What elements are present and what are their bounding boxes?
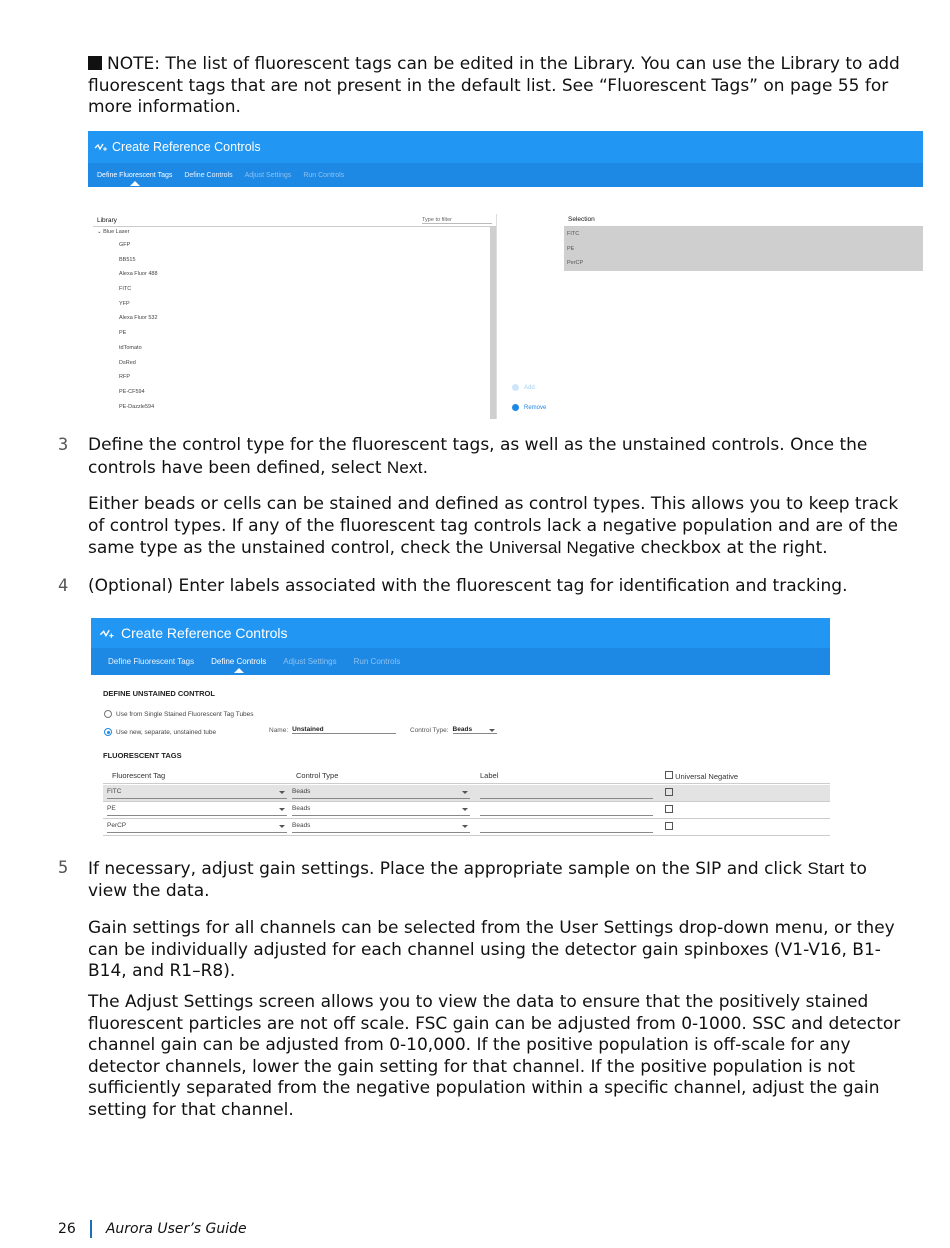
- step-number: 3: [58, 435, 69, 455]
- tags-heading: FLUORESCENT TAGS: [103, 751, 182, 760]
- step3-end: .: [422, 457, 429, 478]
- chevron-down-icon: [489, 729, 495, 732]
- add-button[interactable]: [512, 384, 535, 391]
- column-header: Fluorescent Tag: [112, 771, 166, 780]
- library-item[interactable]: DsRed: [119, 359, 136, 366]
- step5-instruction: [88, 858, 903, 902]
- page-number: 26: [58, 1221, 76, 1237]
- control-type-label: Control Type:: [410, 727, 449, 734]
- library-item[interactable]: GFP: [119, 242, 131, 248]
- wizard-tabs: [91, 648, 830, 675]
- tag-value: PerCP: [107, 822, 127, 829]
- tag-value: PE: [107, 805, 116, 812]
- option-new-tube[interactable]: [104, 728, 216, 736]
- tags-table-header: [103, 768, 830, 784]
- footer-divider: [90, 1220, 92, 1238]
- library-item[interactable]: BB515: [119, 256, 136, 263]
- remove-label: Remove: [524, 404, 547, 411]
- library-label: Library: [97, 216, 117, 224]
- gain-settings-paragraph: Gain settings for all channels can be selected from the User Settings drop-down menu, or they can be individually adjusted for each channel using the detector gain spinboxes (V1-V16, B1-B14, and R1–R8).: [88, 918, 895, 981]
- app-header: [91, 618, 830, 648]
- screenshot-define-controls: [91, 618, 830, 840]
- label-input[interactable]: [480, 822, 653, 833]
- library-item[interactable]: RFP: [119, 374, 130, 381]
- add-label: Add: [524, 384, 535, 391]
- checkbox-icon: [665, 771, 673, 779]
- tag-select[interactable]: [107, 805, 287, 816]
- type-value: Beads: [292, 805, 311, 812]
- table-row: [103, 819, 830, 836]
- radio-off-icon: [104, 710, 112, 718]
- tag-value: FITC: [107, 788, 122, 795]
- option-label: Use new, separate, unstained tube: [116, 728, 217, 736]
- selection-item[interactable]: PE: [564, 242, 923, 257]
- universal-negative-checkbox[interactable]: [665, 788, 673, 798]
- radio-on-icon: [104, 728, 112, 736]
- label-input[interactable]: [480, 788, 653, 799]
- library-scrollbar[interactable]: [490, 227, 496, 419]
- type-value: Beads: [292, 822, 311, 829]
- selection-label: Selection: [564, 214, 923, 227]
- note-square-icon: [88, 56, 102, 70]
- name-field[interactable]: [269, 726, 396, 734]
- step3-detail: [88, 494, 903, 560]
- library-item[interactable]: FITC: [119, 286, 132, 293]
- tag-select[interactable]: [107, 822, 287, 833]
- library-item[interactable]: YFP: [119, 300, 130, 307]
- universal-negative-checkbox[interactable]: [665, 805, 673, 815]
- adjust-settings-paragraph: The Adjust Settings screen allows you to view the data to ensure that the positively stained fluorescent particles are not off scale. FSC gain can be adjusted from 0-1000. SSC and detector channel gain can be adjusted from 0-10,000. If the positive population is off-scale for any detector channels, lower the gain setting for that channel. If the positive population is not sufficiently separated from the negative population within a specific channel, adjust the gain setting for that channel.: [88, 992, 901, 1120]
- library-item[interactable]: Alexa Fluor 488: [119, 271, 158, 278]
- unstained-heading: DEFINE UNSTAINED CONTROL: [103, 689, 215, 698]
- library-group-blue-laser[interactable]: [93, 227, 496, 238]
- type-value: Beads: [292, 788, 311, 795]
- selection-item[interactable]: PerCP: [564, 256, 923, 271]
- type-select[interactable]: [292, 822, 470, 833]
- tab-run-controls[interactable]: Run Controls: [303, 171, 345, 179]
- tab-adjust-settings[interactable]: Adjust Settings: [283, 657, 337, 666]
- option-single-stained[interactable]: [104, 710, 254, 718]
- chevron-down-icon: [462, 791, 468, 794]
- note-text: The list of fluorescent tags can be edited in the Library. You can use the Library to add fluorescent tags that are not present in the default list. See “Fluorescent Tags” on page 55 for more information.: [88, 54, 900, 117]
- table-row: [103, 802, 830, 819]
- checkbox-icon: [665, 822, 673, 830]
- chevron-down-icon: ⌄: [97, 229, 104, 235]
- note-paragraph: [88, 54, 903, 119]
- control-type-field[interactable]: [410, 726, 497, 734]
- library-item[interactable]: PE: [119, 330, 127, 337]
- type-select[interactable]: [292, 805, 470, 816]
- name-label: Name:: [269, 727, 289, 734]
- add-icon: [512, 384, 519, 391]
- remove-button[interactable]: [512, 404, 546, 411]
- library-item[interactable]: PE-Dazzle594: [119, 403, 155, 410]
- column-header: Label: [480, 771, 499, 780]
- step5-text: If necessary, adjust gain settings. Place the appropriate sample on the SIP and click: [88, 859, 808, 879]
- column-header: Universal Negative: [675, 772, 739, 781]
- library-item[interactable]: Alexa Fluor 532: [119, 315, 158, 322]
- app-title: Create Reference Controls: [112, 140, 261, 154]
- step-number: 4: [58, 576, 69, 596]
- library-item[interactable]: tdTomato: [119, 344, 142, 351]
- chevron-down-icon: [462, 808, 468, 811]
- step4-instruction: (Optional) Enter labels associated with the fluorescent tag for identification and tracking.: [88, 576, 848, 596]
- page-footer: [58, 1220, 247, 1238]
- library-panel: [93, 214, 497, 419]
- name-value[interactable]: Unstained: [292, 726, 396, 734]
- tab-define-fluorescent-tags[interactable]: Define Fluorescent Tags: [97, 171, 173, 179]
- next-term: Next: [386, 457, 423, 477]
- step5-end: to view the data.: [88, 859, 867, 901]
- step-number: 5: [58, 858, 69, 878]
- start-term: Start: [807, 859, 845, 878]
- universal-negative-term: Universal Negative: [488, 538, 636, 557]
- tab-run-controls[interactable]: Run Controls: [353, 657, 401, 666]
- tab-define-controls[interactable]: Define Controls: [184, 171, 233, 179]
- chevron-down-icon: [279, 791, 285, 794]
- control-type-value: Beads: [452, 726, 473, 733]
- universal-negative-checkbox[interactable]: [665, 822, 673, 832]
- reference-controls-icon: [99, 628, 115, 639]
- app-title: Create Reference Controls: [121, 625, 288, 641]
- screenshot-define-fluorescent-tags: [88, 131, 923, 419]
- step3-text: Define the control type for the fluorescent tags, as well as the unstained controls. Once the controls have been defined, select: [88, 435, 868, 478]
- tab-adjust-settings[interactable]: Adjust Settings: [244, 171, 292, 179]
- app-header: [88, 131, 923, 163]
- library-filter-input[interactable]: Type to filter: [422, 217, 492, 224]
- reference-controls-icon: [94, 142, 108, 152]
- note-prefix: NOTE:: [107, 54, 160, 74]
- chevron-down-icon: [279, 808, 285, 811]
- step3-instruction: [88, 435, 903, 479]
- selection-item[interactable]: FITC: [564, 227, 923, 242]
- step3-detail-text: Either beads or cells can be stained and defined as control types. This allows you to keep track of control types. If any of the fluorescent tag controls lack a negative population and are of the same type as the unstained control, check the: [88, 494, 899, 558]
- column-header: Control Type: [296, 771, 339, 780]
- tag-select[interactable]: [107, 788, 287, 799]
- tab-define-controls[interactable]: Define Controls: [211, 657, 267, 666]
- universal-negative-header[interactable]: [665, 771, 738, 781]
- chevron-down-icon: [279, 825, 285, 828]
- type-select[interactable]: [292, 788, 470, 799]
- wizard-tabs: [88, 163, 923, 187]
- library-group-label: Blue Laser: [103, 229, 130, 235]
- remove-icon: [512, 404, 519, 411]
- guide-title: Aurora User’s Guide: [105, 1221, 247, 1237]
- table-row: [103, 785, 830, 802]
- selection-panel: [564, 214, 923, 271]
- checkbox-icon: [665, 788, 673, 796]
- checkbox-icon: [665, 805, 673, 813]
- option-label: Use from Single Stained Fluorescent Tag Tubes: [116, 710, 254, 718]
- tab-define-fluorescent-tags[interactable]: Define Fluorescent Tags: [108, 657, 195, 666]
- step3-detail-end: checkbox at the right.: [635, 538, 828, 558]
- chevron-down-icon: [462, 825, 468, 828]
- label-input[interactable]: [480, 805, 653, 816]
- library-item[interactable]: PE-CF594: [119, 388, 145, 395]
- control-type-select[interactable]: [453, 726, 497, 734]
